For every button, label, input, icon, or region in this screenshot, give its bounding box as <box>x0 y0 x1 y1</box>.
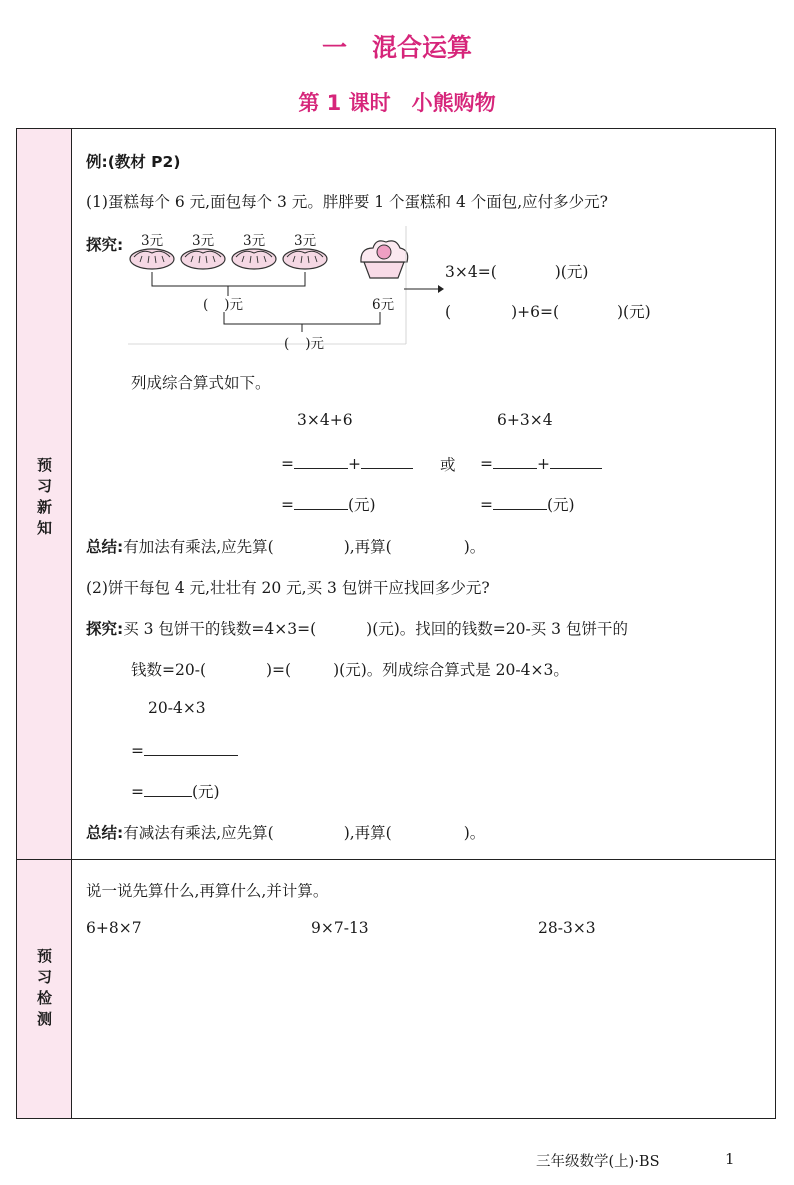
explore-2-cont: 钱数=20-( )=( )(元)。列成综合算式是 20-4×3。 <box>131 661 569 679</box>
side-char: 预 <box>36 947 52 965</box>
expression-b-step2: = (元) <box>480 496 575 514</box>
cake-price: 6元 <box>372 297 395 313</box>
expression-c: 20-4×3 <box>148 699 206 717</box>
cake-icon <box>361 241 408 278</box>
side-char: 检 <box>36 989 52 1007</box>
check-problem: 9×7-13 <box>311 919 369 937</box>
check-problem: 6+8×7 <box>86 919 142 937</box>
side-char: 知 <box>36 519 52 537</box>
question-2: (2)饼干每包 4 元,壮壮有 20 元,买 3 包饼干应找回多少元? <box>86 579 490 597</box>
expression-a-step2: = (元) <box>281 496 376 514</box>
section-divider <box>17 859 775 860</box>
example-heading: 例:(教材 P2) <box>86 153 181 171</box>
combine-text: 列成综合算式如下。 <box>131 374 271 392</box>
summary-1: 总结:有加法有乘法,应先算( ),再算( )。 <box>86 538 486 556</box>
explore-label: 探究: <box>86 236 124 254</box>
section-preview-check <box>17 860 72 1118</box>
arrow-icon <box>404 283 444 295</box>
or-label: 或 <box>440 456 456 474</box>
equation-1: 3×4=( )(元) <box>445 263 589 281</box>
total-label: ( )元 <box>284 336 325 352</box>
expression-c-step2: = (元) <box>131 783 220 801</box>
bread-icon <box>232 249 276 269</box>
section-preview-new <box>17 129 72 859</box>
explore-2: 探究:买 3 包饼干的钱数=4×3=( )(元)。找回的钱数=20-买 3 包饼干的 <box>86 620 628 638</box>
footer-book: 三年级数学(上)·BS <box>536 1154 660 1170</box>
bread-icon <box>181 249 225 269</box>
expression-b-step1: = + <box>480 453 602 473</box>
shopping-illustration <box>128 226 418 350</box>
bread-price: 3元 <box>141 233 164 249</box>
side-char: 习 <box>36 968 52 986</box>
unit-title: 一 混合运算 <box>321 33 472 62</box>
bread-bracket <box>152 272 305 286</box>
bread-price: 3元 <box>192 233 215 249</box>
page-number: 1 <box>725 1150 735 1168</box>
expression-a-step1: = + <box>281 453 413 473</box>
side-char: 习 <box>36 477 52 495</box>
bread-icon <box>283 249 327 269</box>
total-bracket <box>224 312 380 324</box>
bread-subtotal-label: ( )元 <box>203 297 244 313</box>
lesson-title: 第 1 课时 小熊购物 <box>298 91 496 115</box>
side-char: 新 <box>36 498 52 516</box>
check-instruction: 说一说先算什么,再算什么,并计算。 <box>86 882 329 900</box>
expression-b: 6+3×4 <box>497 411 553 429</box>
expression-c-step1: = <box>131 740 238 760</box>
side-char: 测 <box>36 1010 52 1028</box>
bread-price: 3元 <box>294 233 317 249</box>
question-1: (1)蛋糕每个 6 元,面包每个 3 元。胖胖要 1 个蛋糕和 4 个面包,应付多少元? <box>86 193 608 211</box>
side-char: 预 <box>36 456 52 474</box>
bread-icon <box>130 249 174 269</box>
bread-price: 3元 <box>243 233 266 249</box>
expression-a: 3×4+6 <box>297 411 353 429</box>
summary-2: 总结:有减法有乘法,应先算( ),再算( )。 <box>86 824 486 842</box>
equation-2: ( )+6=( )(元) <box>445 303 651 321</box>
check-problem: 28-3×3 <box>538 919 596 937</box>
